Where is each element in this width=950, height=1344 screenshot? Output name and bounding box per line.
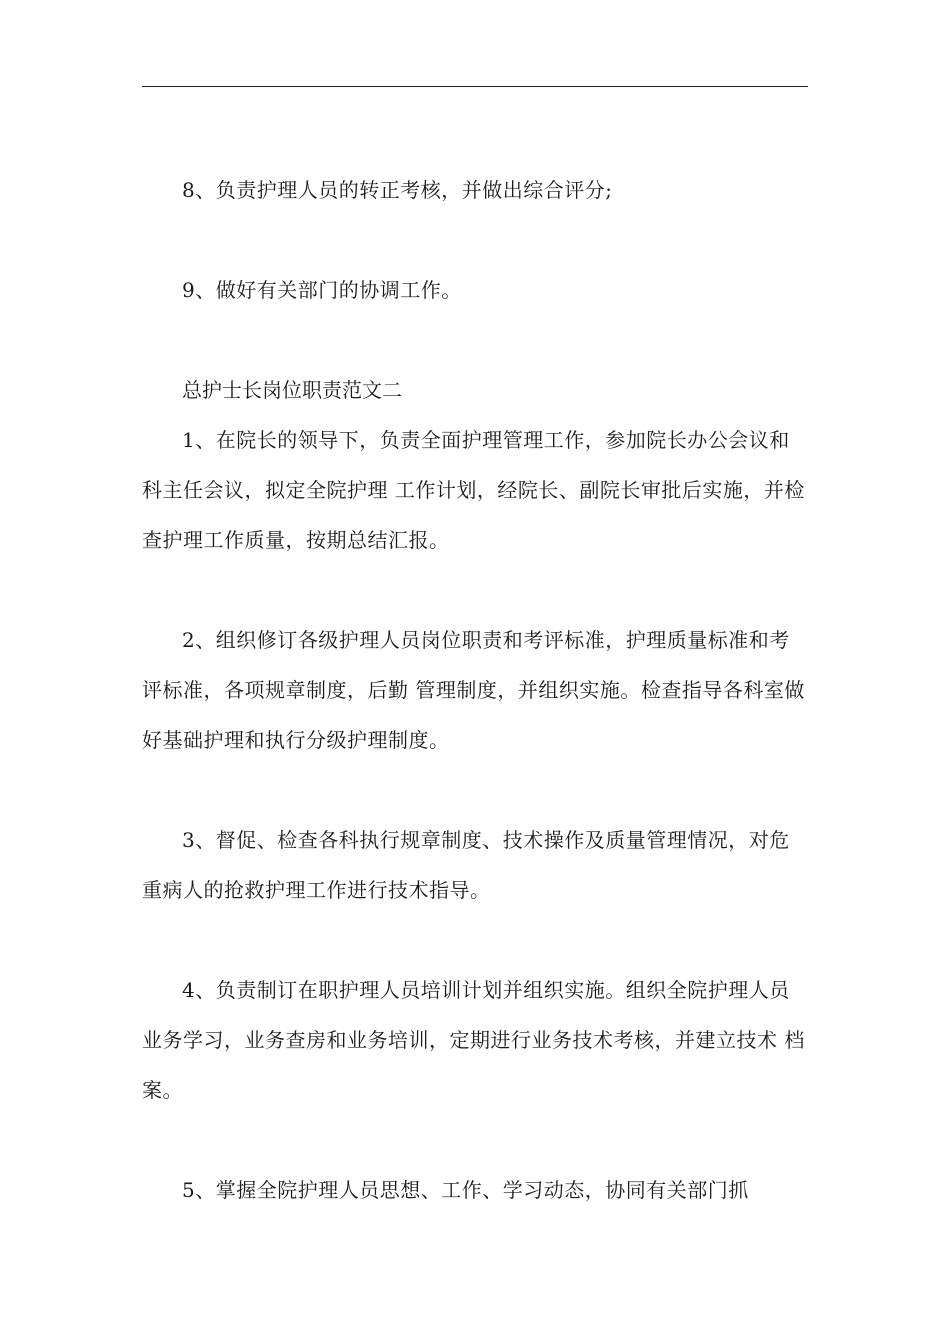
document-body (142, 165, 808, 1215)
paragraph-item-5: 5、掌握全院护理人员思想、工作、学习动态，协同有关部门抓 (182, 1178, 749, 1202)
paragraph-item-2: 2、组织修订各级护理人员岗位职责和考评标准，护理质量标准和考评标准，各项规章制度，后勤 管理制度，并组织实施。检查指导各科室做好基础护理和执行分级护理制度。 (142, 628, 805, 752)
paragraph-item-8: 8、负责护理人员的转正考核，并做出综合评分; (182, 178, 613, 202)
paragraph-item-9: 9、做好有关部门的协调工作。 (182, 278, 462, 302)
paragraph-spacer (142, 315, 808, 365)
paragraph-spacer (142, 565, 808, 615)
paragraph-spacer (142, 1115, 808, 1165)
header-divider (142, 86, 808, 87)
paragraph-spacer (142, 765, 808, 815)
paragraph-spacer (142, 915, 808, 965)
paragraph-spacer (142, 215, 808, 265)
paragraph-item-4: 4、负责制订在职护理人员培训计划并组织实施。组织全院护理人员业务学习，业务查房和业务培训，定期进行业务技术考核，并建立技术 档案。 (142, 978, 805, 1102)
paragraph-item-1: 1、在院长的领导下，负责全面护理管理工作，参加院长办公会议和科主任会议，拟定全院护理 工作计划，经院长、副院长审批后实施，并检查护理工作质量，按期总结汇报。 (142, 428, 805, 552)
paragraph-item-3: 3、督促、检查各科执行规章制度、技术操作及质量管理情况，对危重病人的抢救护理工作进行技术指导。 (142, 828, 790, 902)
section-heading: 总护士长岗位职责范文二 (182, 378, 402, 402)
